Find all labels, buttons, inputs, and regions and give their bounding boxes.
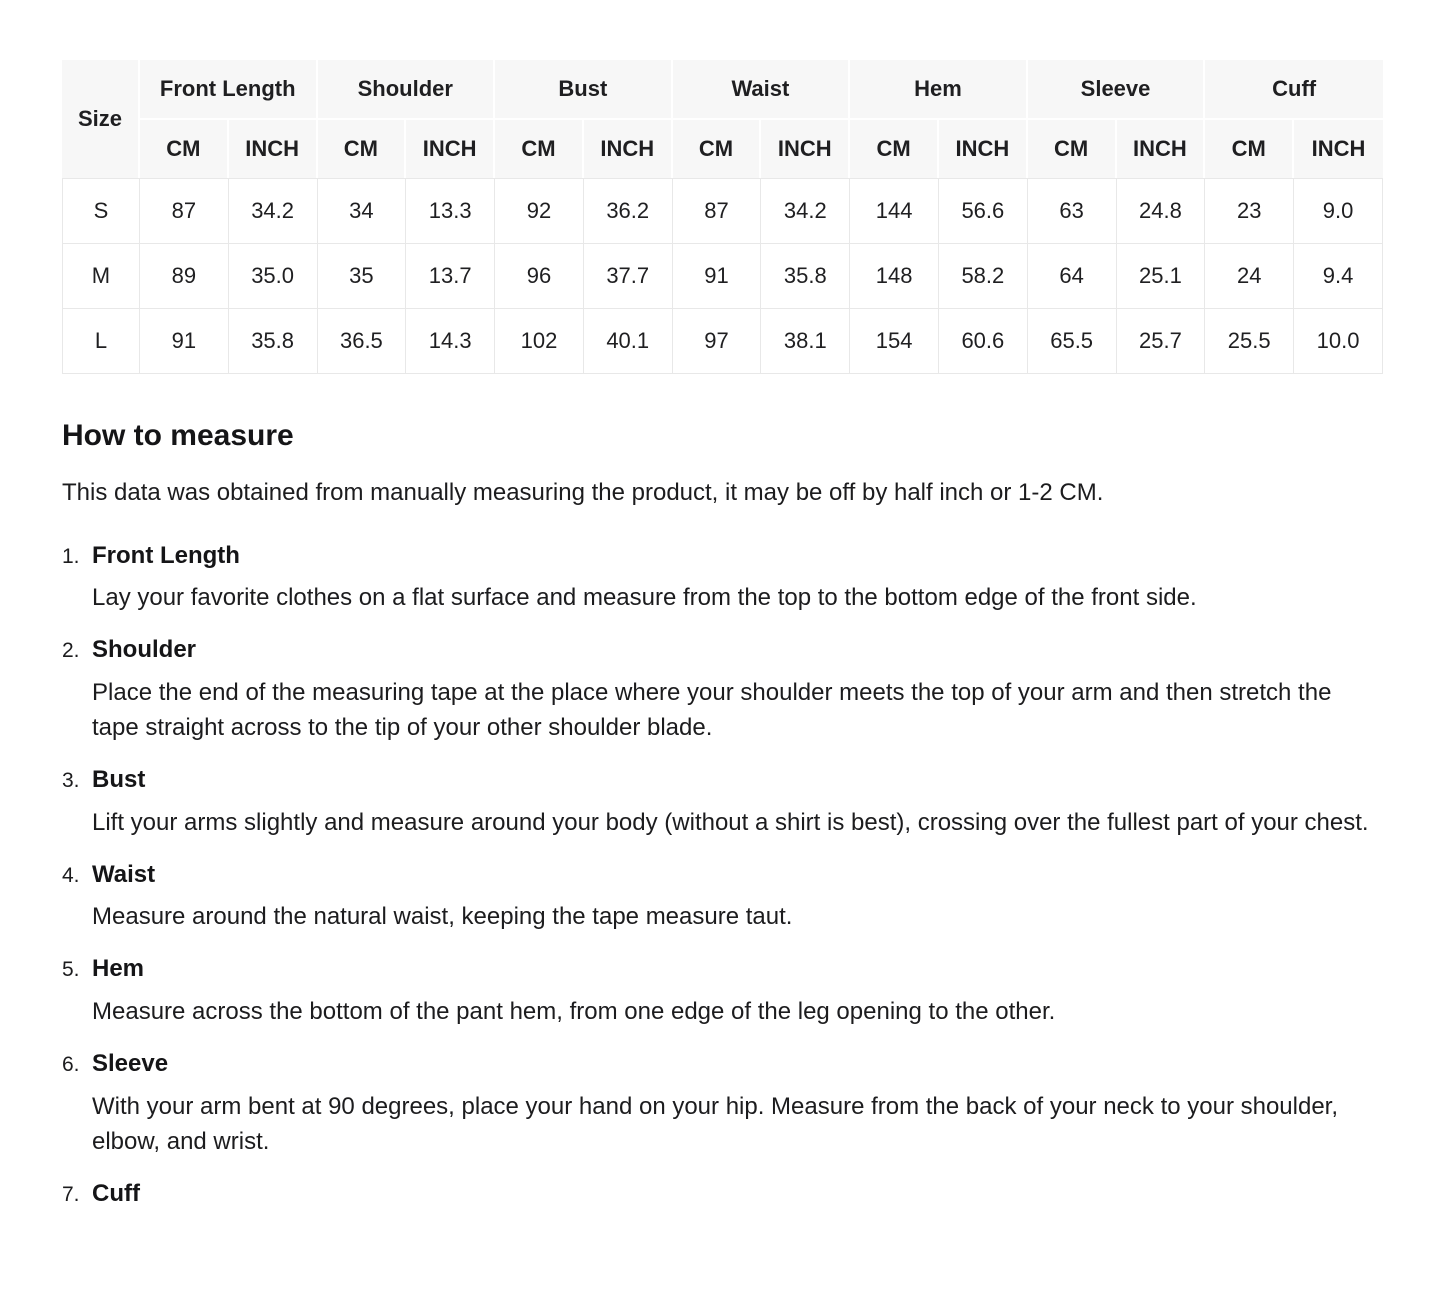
table-cell: 102 (495, 308, 584, 374)
table-cell: 25.5 (1205, 308, 1294, 374)
table-cell: 25.1 (1117, 243, 1206, 308)
list-item-description: Measure across the bottom of the pant hem, from one edge of the leg opening to the other. (92, 997, 1056, 1025)
table-cell: 91 (140, 308, 229, 374)
list-item-waist (62, 858, 1383, 947)
list-item-number: 1. (62, 544, 80, 568)
table-unit-header-row (62, 120, 1383, 178)
unit-header-cm: CM (140, 120, 229, 178)
list-item-title: Bust (92, 766, 146, 794)
table-cell: 13.3 (406, 178, 495, 243)
table-cell: 9.4 (1294, 243, 1383, 308)
table-cell: 91 (673, 243, 762, 308)
size-label: M (62, 243, 140, 308)
unit-header-cm: CM (495, 120, 584, 178)
column-header-sleeve: Sleeve (1028, 60, 1206, 120)
table-cell: 58.2 (939, 243, 1028, 308)
column-header-shoulder: Shoulder (318, 60, 496, 120)
unit-header-cm: CM (850, 120, 939, 178)
unit-header-cm: CM (673, 120, 762, 178)
list-item-title: Shoulder (92, 636, 197, 664)
table-cell: 40.1 (584, 308, 673, 374)
table-row-size-l (62, 308, 1383, 374)
unit-header-inch: INCH (584, 120, 673, 178)
table-cell: 36.5 (318, 308, 407, 374)
table-cell: 60.6 (939, 308, 1028, 374)
table-cell: 35.8 (761, 243, 850, 308)
list-item-number: 5. (62, 958, 80, 982)
size-label: L (62, 308, 140, 374)
table-cell: 24.8 (1117, 178, 1206, 243)
unit-header-inch: INCH (761, 120, 850, 178)
table-row-size-m (62, 243, 1383, 308)
table-cell: 24 (1205, 243, 1294, 308)
table-cell: 34 (318, 178, 407, 243)
list-item-number: 4. (62, 863, 80, 887)
list-item-number: 7. (62, 1182, 80, 1206)
table-cell: 35.8 (229, 308, 318, 374)
size-chart-table (62, 60, 1383, 374)
table-cell: 56.6 (939, 178, 1028, 243)
list-item-title: Sleeve (92, 1049, 169, 1077)
table-cell: 144 (850, 178, 939, 243)
list-item-description: Lay your favorite clothes on a flat surface and measure from the top to the bottom edge of the front side. (92, 584, 1197, 612)
list-item-number: 3. (62, 769, 80, 793)
intro-text: This data was obtained from manually measuring the product, it may be off by half inch or 1-2 CM. (62, 479, 1104, 506)
measure-steps-list (62, 539, 1383, 1218)
column-header-bust: Bust (495, 60, 673, 120)
list-item-sleeve (62, 1047, 1383, 1171)
table-cell: 34.2 (229, 178, 318, 243)
table-cell: 87 (140, 178, 229, 243)
table-group-header-row (62, 60, 1383, 120)
list-item-shoulder (62, 633, 1383, 757)
table-cell: 96 (495, 243, 584, 308)
section-title: How to measure (62, 419, 294, 452)
column-header-hem: Hem (850, 60, 1028, 120)
table-cell: 9.0 (1294, 178, 1383, 243)
table-cell: 87 (673, 178, 762, 243)
list-item-title: Front Length (92, 541, 240, 569)
list-item-cuff (62, 1177, 1383, 1219)
list-item-description: Measure around the natural waist, keeping the tape measure taut. (92, 903, 793, 931)
list-item-front-length (62, 539, 1383, 628)
list-item-description: Lift your arms slightly and measure around your body (without a shirt is best), crossing over the fullest part of your chest. (92, 808, 1369, 836)
list-item-title: Cuff (92, 1179, 140, 1207)
table-cell: 92 (495, 178, 584, 243)
size-chart-body (62, 178, 1383, 374)
table-cell: 35.0 (229, 243, 318, 308)
list-item-hem (62, 952, 1383, 1041)
list-item-bust (62, 763, 1383, 852)
table-cell: 25.7 (1117, 308, 1206, 374)
table-cell: 65.5 (1028, 308, 1117, 374)
unit-header-cm: CM (1205, 120, 1294, 178)
list-item-title: Hem (92, 955, 145, 983)
unit-header-inch: INCH (1294, 120, 1383, 178)
table-cell: 97 (673, 308, 762, 374)
table-cell: 35 (318, 243, 407, 308)
table-cell: 13.7 (406, 243, 495, 308)
table-cell: 37.7 (584, 243, 673, 308)
list-item-number: 6. (62, 1052, 80, 1076)
column-header-front-length: Front Length (140, 60, 318, 120)
table-cell: 14.3 (406, 308, 495, 374)
table-cell: 36.2 (584, 178, 673, 243)
table-cell: 23 (1205, 178, 1294, 243)
table-cell: 63 (1028, 178, 1117, 243)
table-cell: 34.2 (761, 178, 850, 243)
column-header-size: Size (62, 60, 140, 178)
list-item-description: With your arm bent at 90 degrees, place your hand on your hip. Measure from the back of your neck to your shoulder, elbow, and wrist. (92, 1092, 1339, 1155)
table-cell: 38.1 (761, 308, 850, 374)
unit-header-cm: CM (318, 120, 407, 178)
unit-header-cm: CM (1028, 120, 1117, 178)
size-label: S (62, 178, 140, 243)
column-header-waist: Waist (673, 60, 851, 120)
table-cell: 64 (1028, 243, 1117, 308)
list-item-title: Waist (92, 860, 156, 888)
table-cell: 10.0 (1294, 308, 1383, 374)
table-cell: 154 (850, 308, 939, 374)
unit-header-inch: INCH (406, 120, 495, 178)
column-header-cuff: Cuff (1205, 60, 1383, 120)
unit-header-inch: INCH (1117, 120, 1206, 178)
list-item-description: Place the end of the measuring tape at the place where your shoulder meets the top of your arm and then stretch the tape straight across to the tip of your other shoulder blade. (92, 679, 1332, 742)
unit-header-inch: INCH (939, 120, 1028, 178)
unit-header-inch: INCH (229, 120, 318, 178)
table-cell: 148 (850, 243, 939, 308)
size-chart-header (62, 60, 1383, 178)
table-row-size-s (62, 178, 1383, 243)
table-cell: 89 (140, 243, 229, 308)
list-item-number: 2. (62, 639, 80, 663)
